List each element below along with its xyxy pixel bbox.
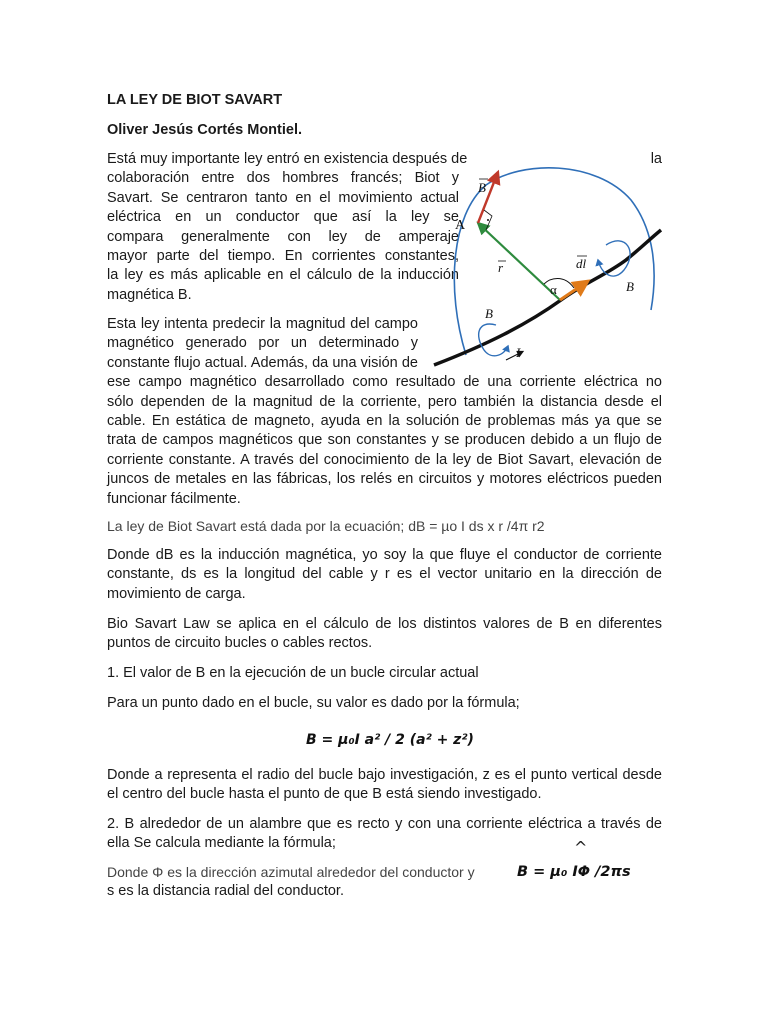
paragraph-applications	[107, 615, 662, 654]
prediction-line-6: cable. En estática de magneto, ayuda en la solución de problemas más ya que se	[107, 413, 662, 430]
intro-line-6: mayor parte del tiempo. En corrientes constantes,	[107, 248, 459, 265]
label-b-vector: B	[478, 180, 486, 195]
prediction-line-10: funcionar fácilmente.	[107, 490, 241, 507]
applications-line-2: puntos de circuito bucles o cables rectos.	[107, 635, 373, 652]
author-name: Oliver Jesús Cortés Montiel.	[107, 122, 303, 138]
definitions-line-2: constante, ds es la longitud del cable y r es el vector unitario en la dirección de	[107, 566, 662, 583]
paragraph-loop-explanation	[107, 766, 662, 805]
prediction-line-9: juncos de metales en las fábricas, los relés en circuitos y motores eléctricos pueden	[107, 471, 662, 488]
hat-symbol: ^	[574, 838, 588, 857]
label-i: I	[516, 345, 521, 360]
azimuthal-line-1: Donde Φ es la dirección azimutal alrededor del conductor y	[107, 864, 475, 880]
label-alpha: α	[550, 282, 557, 297]
current-wire	[434, 230, 661, 365]
intro-line-2: colaboración entre dos hombres francés; Biot y	[107, 170, 459, 187]
dl-vector	[560, 281, 588, 300]
alpha-arc	[544, 279, 574, 289]
straight-wire-formula: B = µ₀ IΦ /2πs	[517, 864, 631, 880]
straight-wire-line-1: 2. B alrededor de un alambre que es recto y con una corriente eléctrica a través de	[107, 816, 662, 832]
prediction-line-1: Esta ley intenta predecir la magnitud del campo	[107, 316, 418, 332]
label-r: r	[498, 260, 504, 275]
paragraph-definitions	[107, 546, 662, 604]
prediction-line-7: trata de campos magnéticos que son constantes y se producen debido a un flujo de	[107, 432, 662, 449]
intro-line-1: Está muy importante ley entró en existencia después de	[107, 151, 468, 167]
loop-explanation-line-2: el centro del bucle hasta el punto de que B está siendo investigado.	[107, 786, 542, 803]
intro-line-1-end: la	[650, 151, 662, 167]
label-dl: dl	[576, 256, 587, 271]
azimuthal-line-2: s es la distancia radial del conductor.	[107, 883, 344, 900]
loop-formula: B = µ₀I a² / 2 (a² + z²)	[306, 732, 474, 748]
prediction-line-4: ese campo magnético desarrollado como resultado de una corriente eléctrica no	[107, 374, 662, 391]
intro-line-8: magnética B.	[107, 286, 192, 303]
straight-wire-line-2: ella Se calcula mediante la fórmula;	[107, 835, 336, 852]
loop-explanation-line-1: Donde a representa el radio del bucle bajo investigación, z es el punto vertical desde	[107, 767, 662, 783]
r-vector	[478, 223, 560, 300]
definitions-line-1: Donde dB es la inducción magnética, yo soy la que fluye el conductor de corriente	[107, 547, 662, 563]
paragraph-azimuthal	[107, 863, 527, 902]
biot-savart-diagram	[426, 160, 666, 380]
document-title: LA LEY DE BIOT SAVART	[107, 92, 283, 108]
intro-line-7: la ley es más aplicable en el cálculo de la inducción	[107, 267, 459, 284]
definitions-line-3: movimiento de carga.	[107, 585, 246, 602]
intro-line-4: eléctrica en un conductor que así la ley se	[107, 209, 459, 226]
prediction-line-8: corriente constante. A través del conocimiento de la ley de Biot Savart, elevación de	[107, 451, 662, 468]
label-b-right: B	[626, 279, 634, 294]
label-a: A	[455, 218, 466, 233]
intro-line-5: compara generalmente con ley de amperaje	[107, 228, 459, 245]
label-b-left: B	[485, 306, 493, 321]
section-circular-loop: 1. El valor de B en la ejecución de un bucle circular actual	[107, 665, 479, 681]
equation-sentence: La ley de Biot Savart está dada por la ecuación; dB = µo I ds x r /4π r2	[107, 518, 545, 534]
prediction-line-3: constante flujo actual. Además, da una visión de	[107, 354, 418, 371]
prediction-line-2: magnético generado por un determinado y	[107, 335, 418, 352]
prediction-line-5: sólo dependen de la magnitud de la corriente, pero también la distancia desde el	[107, 393, 662, 410]
applications-line-1: Bio Savart Law se aplica en el cálculo de los distintos valores de B en diferentes	[107, 616, 662, 632]
intro-line-3: Savart. Se centraron tanto en el movimiento actual	[107, 189, 459, 206]
loop-formula-intro: Para un punto dado en el bucle, su valor es dado por la fórmula;	[107, 695, 520, 711]
